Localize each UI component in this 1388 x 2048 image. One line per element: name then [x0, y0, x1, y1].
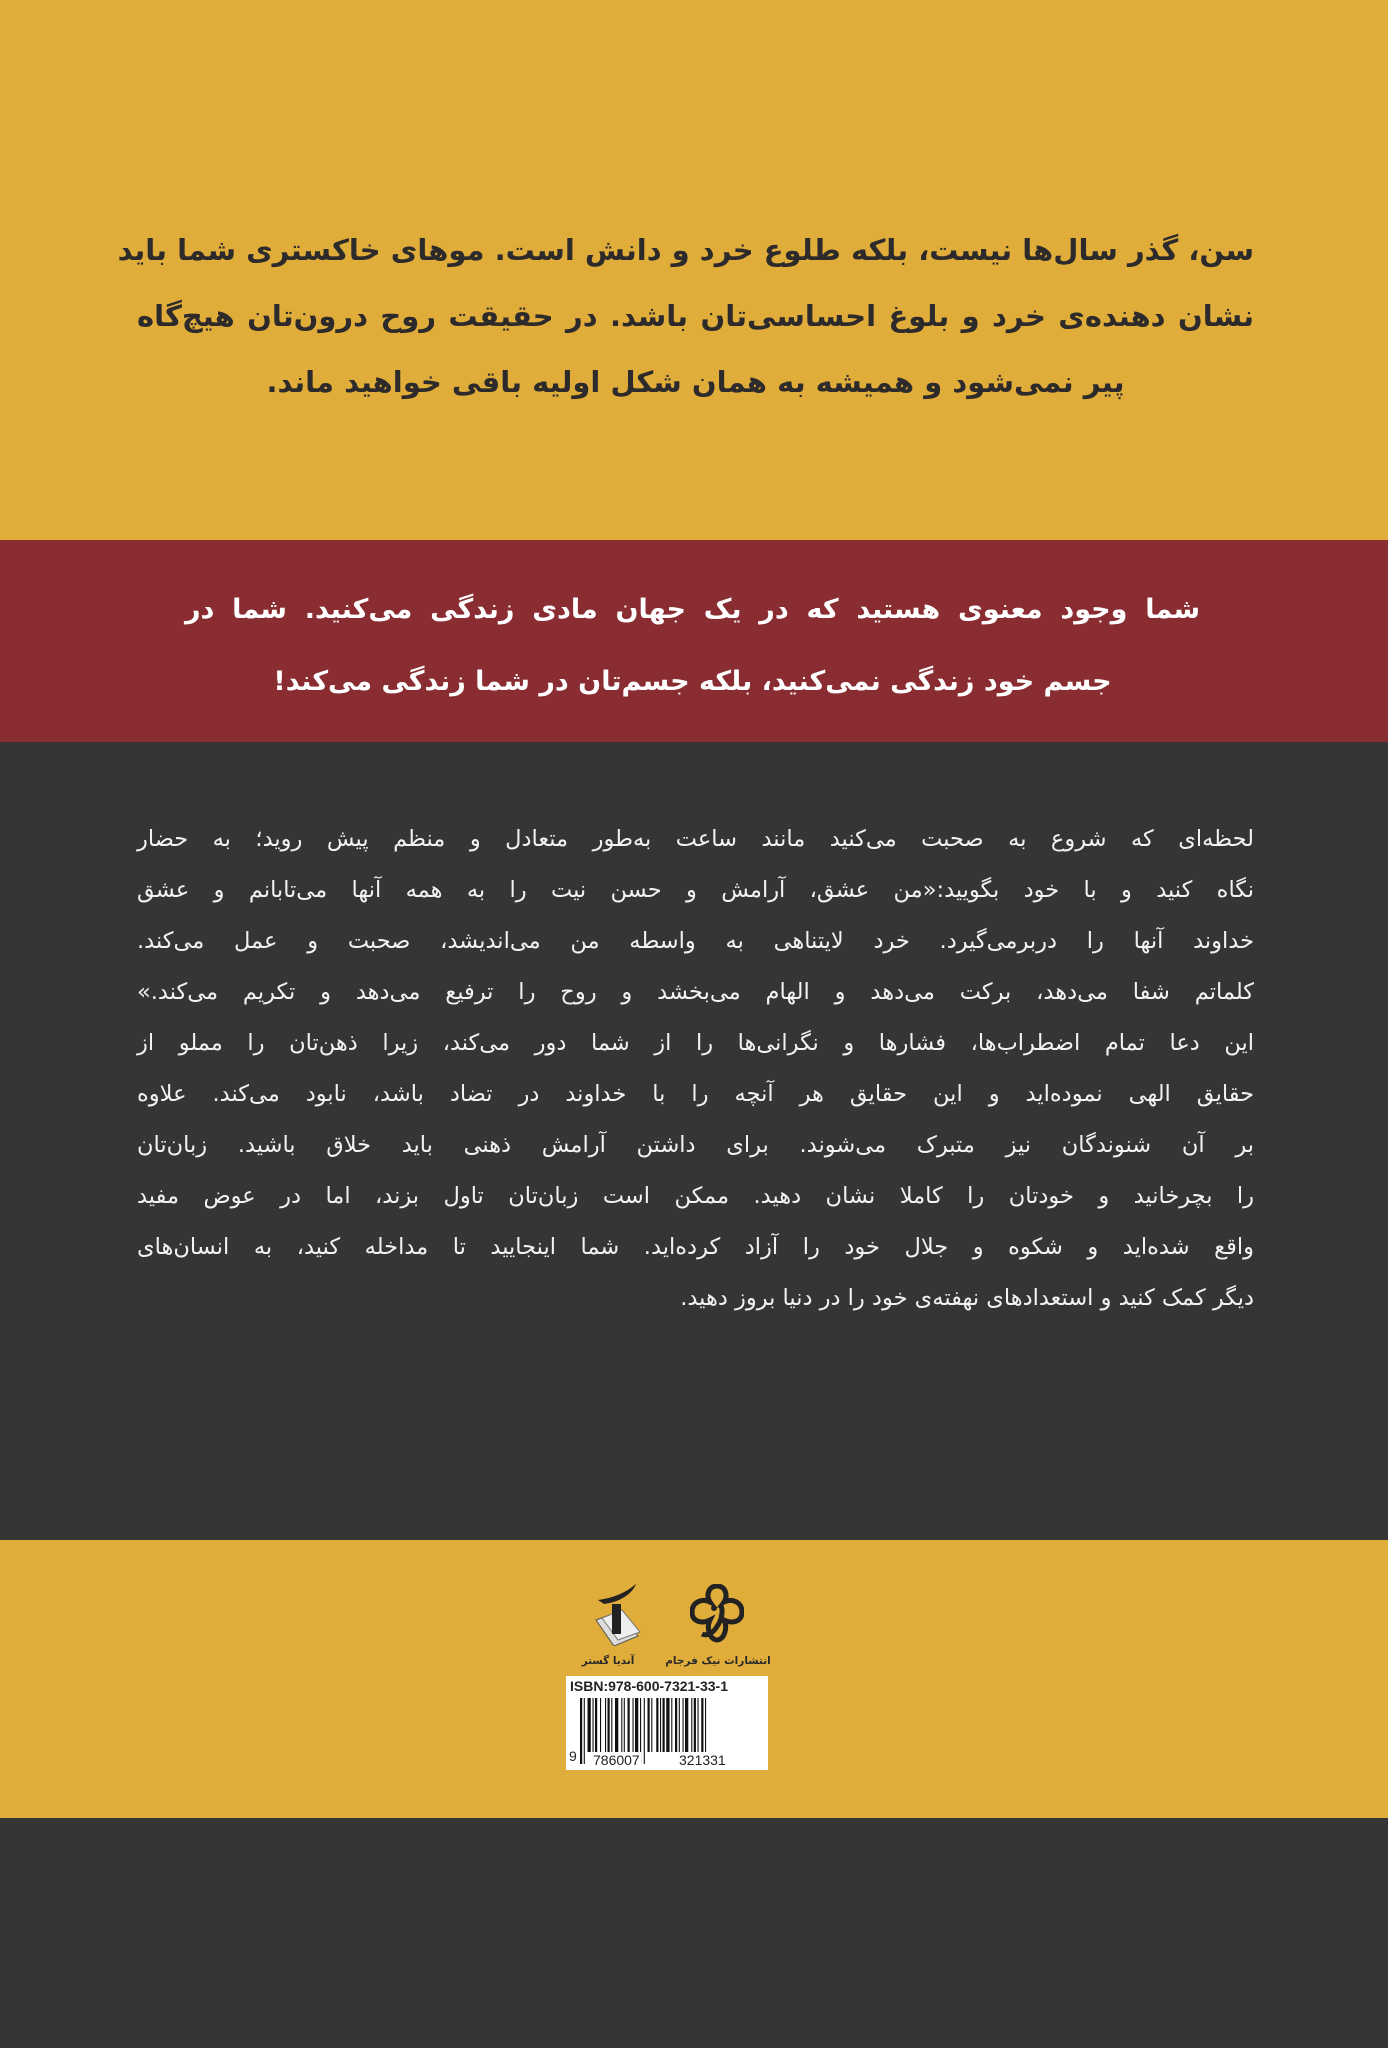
barcode-bar [671, 1698, 672, 1752]
isbn-number: ISBN:978-600-7321-33-1 [570, 1678, 728, 1694]
barcode-bar [679, 1698, 680, 1752]
barcode-bar [644, 1698, 645, 1764]
barcode-bar [663, 1698, 665, 1752]
top-quote-line: نشان دهنده‌ی خرد و بلوغ احساسی‌تان باشد. در حقیقت روح درون‌تان هیچ‌گاه [137, 299, 1254, 333]
bottom-band [0, 1818, 1388, 2048]
barcode-digits-left: 786007 [593, 1752, 640, 1768]
barcode-bar [615, 1698, 618, 1752]
body-line: دیگر کمک کنید و استعدادهای نهفته‌ی خود را در دنیا بروز دهید. [680, 1285, 1254, 1311]
barcode-bar [660, 1698, 661, 1752]
barcode-bar [666, 1698, 669, 1752]
body-line: این دعا تمام اضطراب‌ها، فشارها و نگرانی‌ها را از شما دور می‌کند، زیرا ذهن‌تان را مملو از [137, 1030, 1254, 1056]
barcode-bar [691, 1698, 692, 1752]
barcode-bar [633, 1698, 634, 1752]
barcode-bar [611, 1698, 612, 1752]
highlight-quote-line: شما وجود معنوی هستید که در یک جهان مادی زندگی می‌کنید. شما در [185, 594, 1200, 625]
body-line: کلماتم شفا می‌دهد، برکت می‌دهد و الهام می‌بخشد و روح را ترفیع می‌دهد و تکریم می‌کند.» [137, 979, 1254, 1005]
barcode-bar [675, 1698, 677, 1752]
top-quote-line: پیر نمی‌شود و همیشه به همان شکل اولیه باقی خواهید ماند. [266, 365, 1125, 399]
top-quote-section [0, 0, 1388, 540]
barcode-bar [605, 1698, 606, 1752]
highlight-quote [185, 580, 1200, 724]
barcode-bar [656, 1698, 658, 1752]
top-quote [117, 222, 1254, 420]
body-line: بر آن شنوندگان نیز متبرک می‌شوند. برای داشتن آرامش ذهنی باید خلاق باشید. زبان‌تان [137, 1132, 1254, 1158]
barcode-bar [648, 1698, 650, 1752]
publisher-section [0, 1540, 1388, 1818]
barcode-bar [600, 1698, 601, 1752]
andia-gostar-logo-icon [588, 1584, 652, 1646]
barcode-bar [651, 1698, 652, 1752]
top-quote-line: سن، گذر سال‌ها نیست، بلکه طلوع خرد و دانش است. موهای خاکستری شما باید [117, 233, 1254, 267]
barcode-bar [698, 1698, 699, 1752]
body-text-section [0, 742, 1388, 1540]
body-line: حقایق الهی نموده‌اید و این حقایق هر آنچه را با خداوند در تضاد باشد، نابود می‌کند. علاوه [137, 1081, 1254, 1107]
barcode-bar [694, 1698, 696, 1752]
nik-farjam-label: انتشارات نیک فرجام [665, 1655, 771, 1667]
barcode-bar [635, 1698, 638, 1752]
barcode-bar [628, 1698, 630, 1752]
barcode-bar [595, 1698, 597, 1752]
barcode-bar [624, 1698, 625, 1752]
barcode-digits-right: 321331 [679, 1752, 726, 1768]
body-line: لحظه‌ای که شروع به صحبت می‌کنید مانند ساعت به‌طور متعادل و منظم پیش روید؛ به حضار [137, 826, 1254, 852]
highlight-quote-line: جسم خود زندگی نمی‌کنید، بلکه جسم‌تان در شما زندگی می‌کند! [273, 666, 1112, 697]
barcode-bar [580, 1698, 582, 1764]
body-line: را بچرخانید و خودتان را کاملا نشان دهید. ممکن است زبان‌تان تاول بزند، اما در عوض مفید [137, 1183, 1254, 1209]
barcode-bar [685, 1698, 688, 1752]
highlight-quote-section [0, 540, 1388, 742]
barcode-bar [608, 1698, 610, 1752]
barcode-bar [584, 1698, 585, 1764]
body-paragraph [137, 814, 1254, 1324]
nik-farjam-logo-icon [690, 1584, 744, 1646]
body-line: نگاه کنید و با خود بگویید:«من عشق، آرامش و حسن نیت را به همه آنها می‌تابانم و عشق [137, 877, 1254, 903]
barcode-bar [588, 1698, 591, 1752]
barcode-bar [593, 1698, 594, 1752]
isbn-barcode [566, 1676, 768, 1770]
body-line: واقع شده‌اید و شکوه و جلال خود را آزاد کرده‌اید. شما اینجایید تا مداخله کنید، به انسان‌های [137, 1234, 1254, 1260]
body-line: خداوند آنها را دربرمی‌گیرد. خرد لایتناهی به واسطه من می‌اندیشد، صحبت و عمل می‌کند. [137, 928, 1254, 954]
barcode-bar [621, 1698, 622, 1752]
barcode-digit-prefix: 9 [569, 1748, 577, 1764]
andia-gostar-label: آندیا گستر [581, 1655, 635, 1667]
barcode-bar [683, 1698, 684, 1752]
